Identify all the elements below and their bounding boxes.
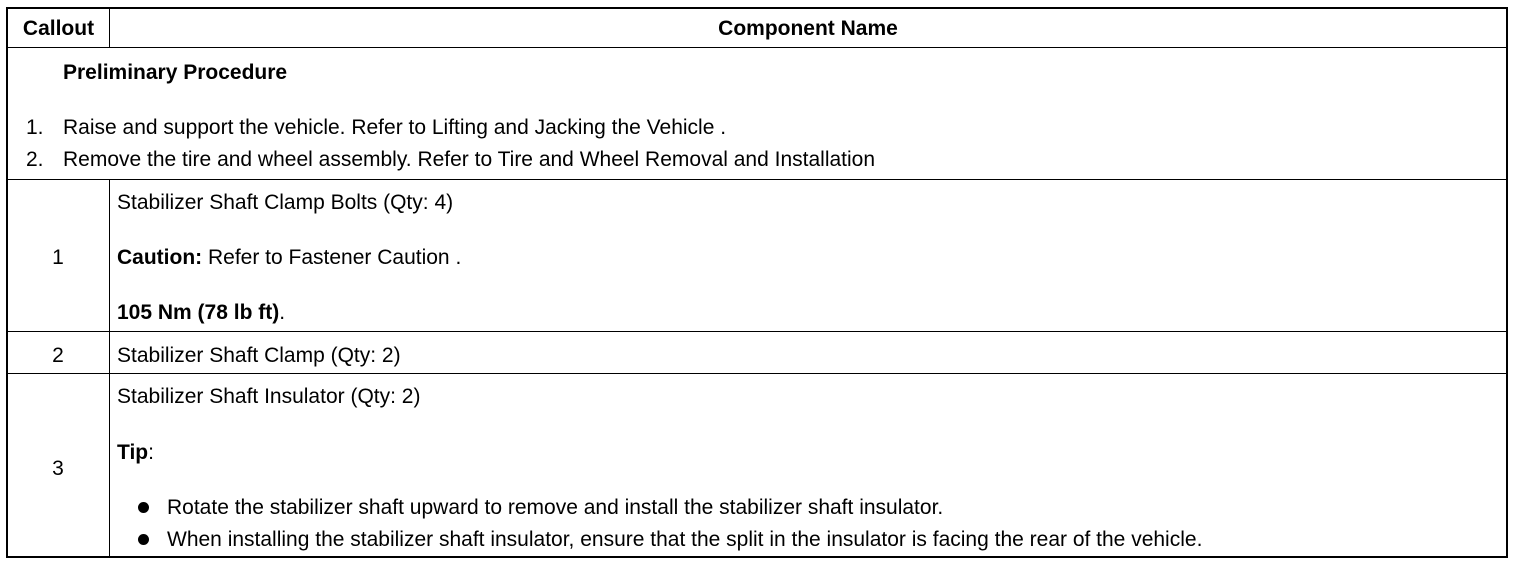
bullet-icon — [138, 502, 149, 513]
component-name: Stabilizer Shaft Clamp Bolts (Qty: 4) — [117, 191, 454, 214]
header-callout: Callout — [22, 16, 95, 40]
torque-value: 105 Nm (78 lb ft) — [117, 301, 280, 324]
step-number: 2. — [26, 148, 44, 171]
header-component-name: Component Name — [718, 16, 898, 40]
caution-text: Refer to Fastener Caution . — [202, 246, 462, 269]
callout-number: 1 — [52, 246, 64, 269]
step-text: Raise and support the vehicle. Refer to Lifting and Jacking the Vehicle . — [63, 116, 727, 139]
header-divider — [109, 9, 110, 48]
torque-suffix: . — [279, 301, 286, 324]
tip-bullet-text: Rotate the stabilizer shaft upward to remove and install the stabilizer shaft insulator. — [167, 496, 944, 519]
step-number: 1. — [26, 116, 44, 139]
row-divider — [8, 373, 1506, 374]
caution-note — [117, 246, 461, 270]
component-name: Stabilizer Shaft Clamp (Qty: 2) — [117, 344, 401, 367]
tip-bullet-text: When installing the stabilizer shaft insulator, ensure that the split in the insulator is facing the rear of the vehicle. — [167, 528, 1203, 551]
component-table — [6, 7, 1508, 558]
row-divider — [8, 331, 1506, 332]
tip-label: Tip: — [117, 441, 154, 464]
callout-number: 3 — [52, 457, 64, 480]
component-name: Stabilizer Shaft Insulator (Qty: 2) — [117, 385, 421, 408]
preliminary-title: Preliminary Procedure — [63, 61, 288, 84]
torque-spec — [117, 301, 285, 325]
caution-label: Caution: — [117, 246, 203, 269]
bullet-icon — [138, 534, 149, 545]
column-divider — [109, 179, 110, 556]
callout-number: 2 — [52, 344, 64, 367]
row-divider — [8, 179, 1506, 180]
row-divider — [8, 47, 1506, 48]
step-text: Remove the tire and wheel assembly. Refer to Tire and Wheel Removal and Installation — [63, 148, 876, 171]
